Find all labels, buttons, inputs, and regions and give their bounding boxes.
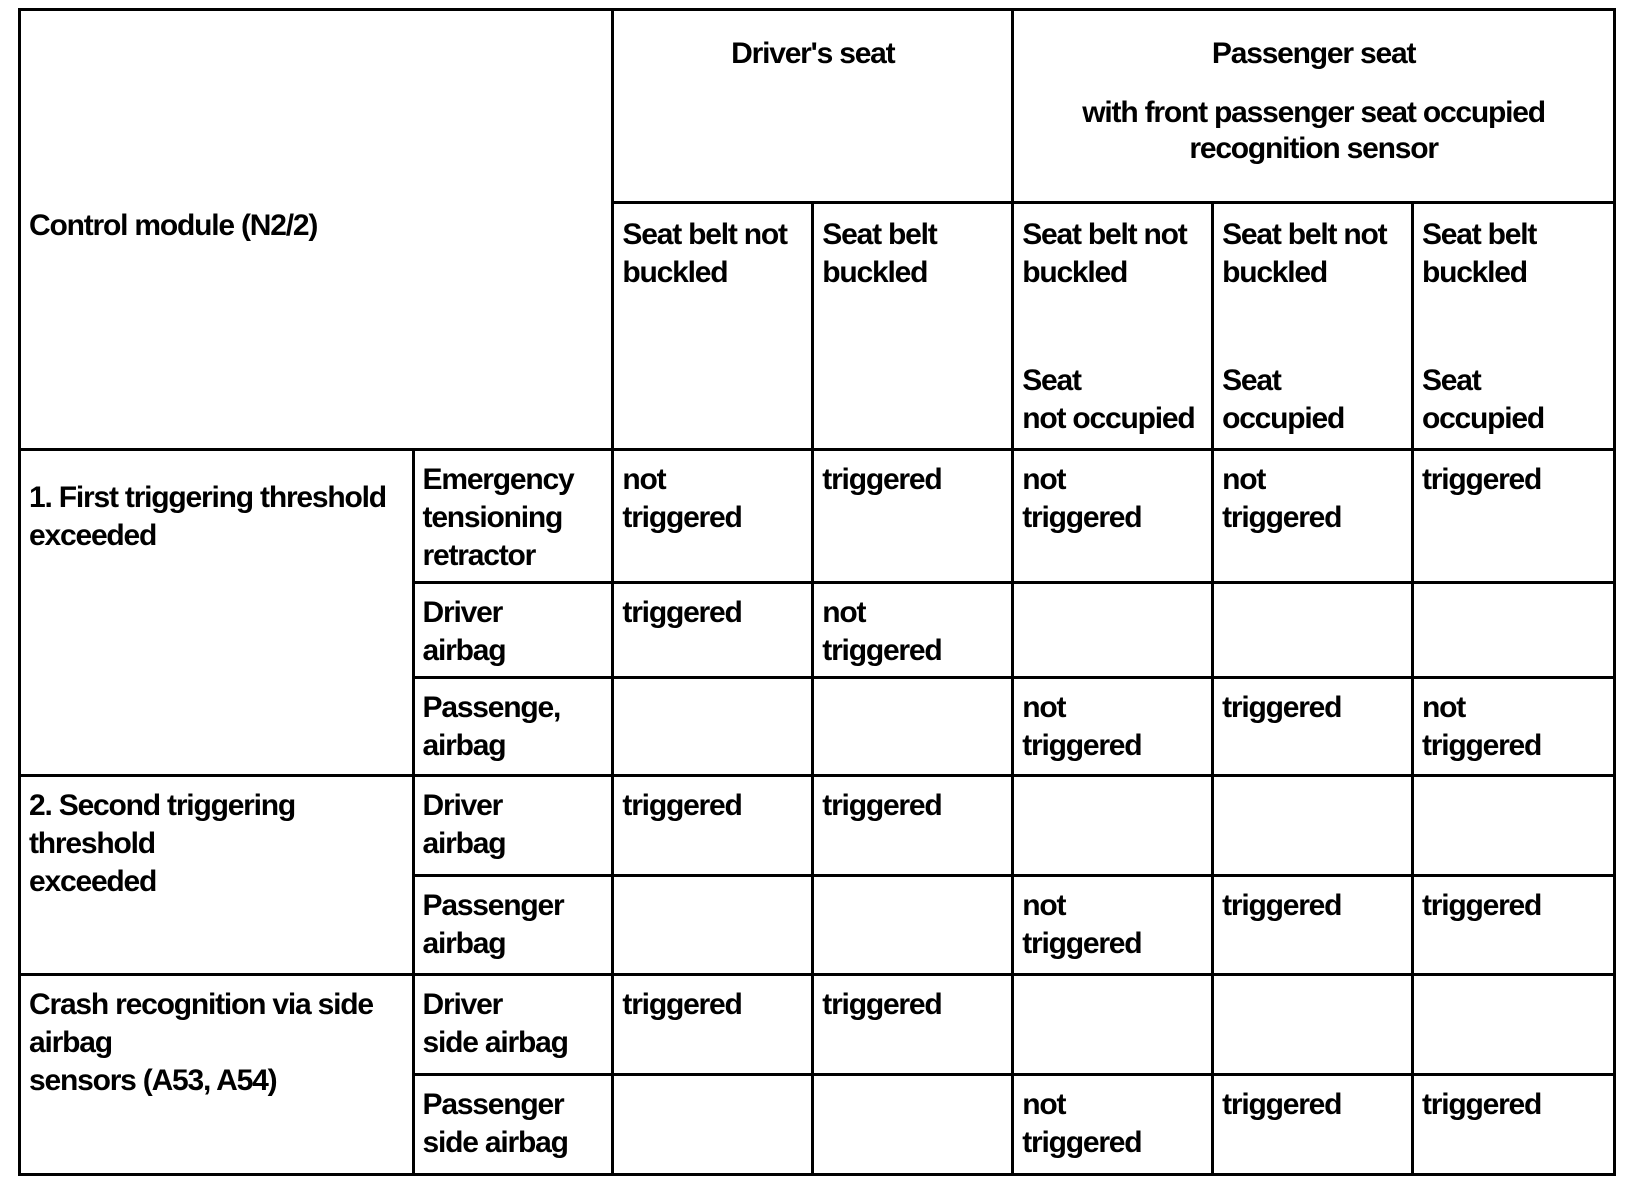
passenger-seat-label: Passenger seat xyxy=(1211,37,1416,70)
value-cell xyxy=(1213,678,1413,776)
header-col-2 xyxy=(813,203,1013,449)
value-cell xyxy=(1213,875,1413,975)
value-text: triggered xyxy=(622,988,742,1022)
value-cell xyxy=(1213,582,1413,678)
value-cell xyxy=(1412,582,1614,678)
component-cell xyxy=(413,775,613,875)
value-cell xyxy=(613,678,813,776)
header-col-4 xyxy=(1213,203,1413,449)
value-cell xyxy=(613,582,813,678)
value-cell xyxy=(613,875,813,975)
value-cell xyxy=(613,449,813,582)
value-cell xyxy=(1013,678,1213,776)
header-control-module xyxy=(20,10,613,450)
component-label: Driver side airbag xyxy=(422,988,568,1060)
value-text xyxy=(1414,584,1613,594)
value-text: not triggered xyxy=(1022,691,1142,763)
value-text xyxy=(614,1076,811,1086)
component-cell xyxy=(413,975,613,1075)
control-module-label: Control module (N2/2) xyxy=(29,209,318,242)
passenger-seat-subtitle: with front passenger seat occupied recognition sensor xyxy=(1082,96,1545,165)
value-cell xyxy=(813,678,1013,776)
value-cell xyxy=(1013,582,1213,678)
value-text: not triggered xyxy=(1421,691,1542,763)
col-4-seat: Seat occupied xyxy=(1222,364,1345,436)
value-text: not triggered xyxy=(1022,888,1142,960)
value-text: triggered xyxy=(622,788,742,822)
value-text: triggered xyxy=(822,788,942,822)
component-label: Passenger airbag xyxy=(422,888,564,960)
value-cell xyxy=(1013,449,1213,582)
value-text: triggered xyxy=(1222,888,1342,922)
value-cell xyxy=(1013,775,1213,875)
component-cell xyxy=(413,582,613,678)
value-text xyxy=(1414,976,1613,986)
header-col-3 xyxy=(1013,203,1213,449)
value-text: not triggered xyxy=(622,462,742,534)
value-text: not triggered xyxy=(822,595,942,667)
component-label: Emergency tensioning retractor xyxy=(422,462,574,572)
group-1-label: 1. First triggering threshold exceeded xyxy=(29,480,386,552)
col-1-belt: Seat belt not buckled xyxy=(622,218,787,290)
component-label: Driver airbag xyxy=(422,788,506,860)
component-cell xyxy=(413,875,613,975)
value-cell xyxy=(1013,1075,1213,1175)
value-text: triggered xyxy=(1222,691,1342,725)
col-3-seat: Seat not occupied xyxy=(1022,364,1195,436)
value-text xyxy=(1214,777,1411,787)
header-drivers-seat xyxy=(613,10,1013,203)
value-text xyxy=(614,877,811,887)
component-label: Driver airbag xyxy=(422,595,506,667)
value-cell xyxy=(1412,449,1614,582)
header-col-1 xyxy=(613,203,813,449)
value-cell xyxy=(613,775,813,875)
value-cell xyxy=(1213,775,1413,875)
value-text xyxy=(814,1076,1011,1086)
component-label: Passenge, airbag xyxy=(422,691,561,763)
value-cell xyxy=(613,975,813,1075)
value-cell xyxy=(1213,1075,1413,1175)
value-cell xyxy=(1412,975,1614,1075)
col-2-seat xyxy=(814,292,1011,362)
group-label xyxy=(20,775,414,975)
value-text xyxy=(1014,976,1211,986)
value-cell xyxy=(813,1075,1013,1175)
value-text: triggered xyxy=(822,988,942,1022)
group-2-label: 2. Second triggering threshold exceeded xyxy=(29,788,296,898)
value-cell xyxy=(1412,875,1614,975)
component-cell xyxy=(413,1075,613,1175)
value-text xyxy=(1214,976,1411,986)
value-text: not triggered xyxy=(1022,462,1142,534)
component-cell xyxy=(413,449,613,582)
value-cell xyxy=(613,1075,813,1175)
airbag-trigger-table xyxy=(18,8,1616,1176)
value-cell xyxy=(813,875,1013,975)
value-cell xyxy=(1412,678,1614,776)
group-label xyxy=(20,449,414,775)
value-cell xyxy=(813,975,1013,1075)
value-text: not triggered xyxy=(1022,1088,1142,1160)
value-cell xyxy=(813,582,1013,678)
group-3-label: Crash recognition via side airbag sensors (A53, A54) xyxy=(29,988,373,1098)
component-label: Passenger side airbag xyxy=(422,1088,568,1160)
col-2-belt: Seat belt buckled xyxy=(822,218,937,290)
value-text: triggered xyxy=(1421,462,1542,496)
value-text xyxy=(814,679,1011,689)
value-text xyxy=(1014,584,1211,594)
value-cell xyxy=(1412,1075,1614,1175)
value-cell xyxy=(1412,775,1614,875)
value-text xyxy=(614,679,811,689)
value-cell xyxy=(1213,449,1413,582)
value-text xyxy=(1014,777,1211,787)
col-5-seat: Seat occupied xyxy=(1421,364,1545,436)
value-text: triggered xyxy=(1421,888,1542,922)
value-cell xyxy=(1213,975,1413,1075)
header-passenger-seat xyxy=(1013,10,1615,203)
value-text: triggered xyxy=(1421,1088,1542,1122)
value-text: not triggered xyxy=(1222,462,1342,534)
col-5-belt: Seat belt buckled xyxy=(1421,218,1537,290)
value-cell xyxy=(1013,875,1213,975)
col-3-belt: Seat belt not buckled xyxy=(1022,218,1187,290)
value-cell xyxy=(813,775,1013,875)
drivers-seat-label: Driver's seat xyxy=(731,37,895,70)
value-cell xyxy=(813,449,1013,582)
value-text: triggered xyxy=(1222,1088,1342,1122)
col-1-seat xyxy=(614,292,811,362)
header-col-5 xyxy=(1412,203,1614,449)
value-text: triggered xyxy=(622,595,742,629)
value-text xyxy=(1214,584,1411,594)
component-cell xyxy=(413,678,613,776)
value-text: triggered xyxy=(822,462,942,496)
value-text xyxy=(1414,777,1613,787)
value-text xyxy=(814,877,1011,887)
group-label xyxy=(20,975,414,1175)
value-cell xyxy=(1013,975,1213,1075)
col-4-belt: Seat belt not buckled xyxy=(1222,218,1387,290)
